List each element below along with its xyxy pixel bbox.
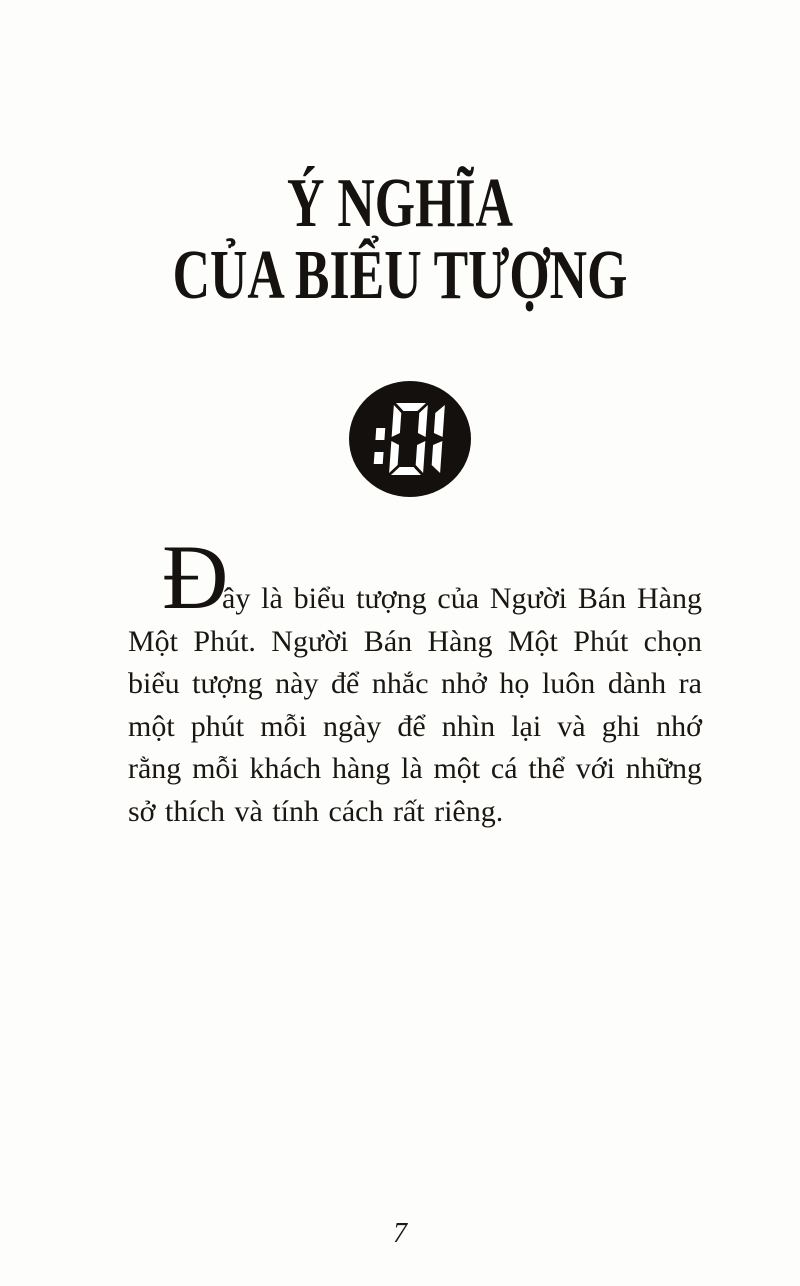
chapter-title <box>0 165 800 314</box>
one-minute-clock-icon <box>349 381 471 497</box>
intro-paragraph <box>128 526 702 833</box>
paragraph-text: ây là biểu tượng của Người Bán Hàng Một Phút. Người Bán Hàng Một Phút chọn biểu tượng này để nhắc nhở họ luôn dành ra một phút mỗi ngày để nhìn lại và ghi nhớ rằng mỗi khách hàng là một cá thể với những sở thích và tính cách rất riêng. <box>128 582 702 828</box>
page-number: 7 <box>393 1218 407 1249</box>
chapter-title-line-1: Ý NGHĨA <box>287 165 513 242</box>
dropcap-letter: Đ <box>162 526 229 628</box>
chapter-title-line-2: CỦA BIỂU TƯỢNG <box>172 237 628 314</box>
